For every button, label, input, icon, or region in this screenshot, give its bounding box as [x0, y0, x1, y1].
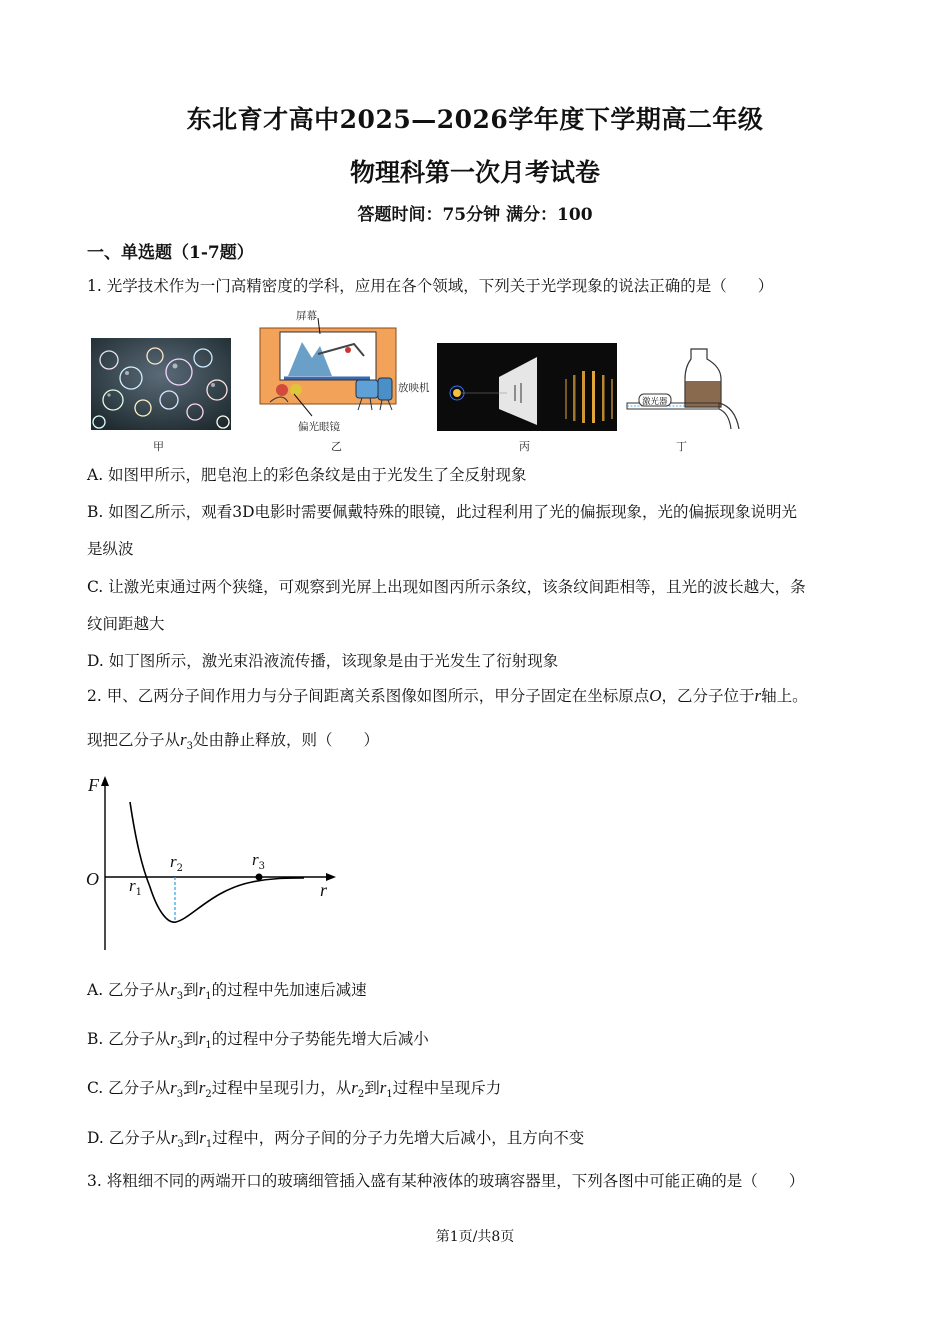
q1-option-b-line2: 是纵波 — [87, 540, 134, 558]
caption-yi: 乙 — [331, 440, 342, 453]
axis-label-r: r — [320, 880, 328, 900]
axis-label-f: F — [88, 775, 99, 795]
q1-option-a: A. 如图甲所示，肥皂泡上的彩色条纹是由于光发生了全反射现象 — [87, 466, 527, 484]
exam-meta: 答题时间：75分钟 满分：100 — [357, 205, 593, 225]
label-screen: 屏幕 — [296, 310, 317, 322]
exam-title: 东北育才高中2025—2026学年度下学期高二年级 — [186, 105, 764, 134]
q2-stem-line1: 2. 甲、乙两分子间作用力与分子间距离关系图像如图所示，甲分子固定在坐标原点O，乙分子位于r轴上。 — [87, 686, 808, 705]
label-polarizer: 偏光眼镜 — [298, 421, 340, 433]
r1-label: $r_1$ — [129, 876, 142, 899]
force-curve — [130, 802, 304, 922]
symbol-o: O — [649, 686, 662, 705]
r2-label: $r_2$ — [170, 852, 183, 875]
3d-cinema-image — [258, 306, 438, 434]
q1-stem: 1. 光学技术作为一门高精密度的学科，应用在各个领域，下列关于光学现象的说法正确的是（ ） — [87, 277, 774, 295]
section-title: 一、单选题（1-7题） — [87, 243, 254, 263]
r3-label: $r_3$ — [252, 850, 265, 873]
q1-option-c-line1: C. 让激光束通过两个狭缝，可观察到光屏上出现如图丙所示条纹，该条纹间距相等，且光的波长越大，条 — [87, 578, 806, 596]
double-slit-image — [437, 343, 617, 431]
caption-jia: 甲 — [153, 440, 164, 453]
q2-option-b: B. 乙分子从$r_3$到$r_1$的过程中分子势能先增大后减小 — [87, 1029, 429, 1052]
laser-liquid-stream-image — [625, 345, 743, 433]
q1-option-d: D. 如丁图所示，激光束沿液流传播，该现象是由于光发生了衍射现象 — [87, 652, 559, 670]
q1-option-c-line2: 纹间距越大 — [87, 615, 165, 633]
q1-option-b-line1: B. 如图乙所示，观看3D电影时需要佩戴特殊的眼镜，此过程利用了光的偏振现象，光的偏振现象说明光 — [87, 503, 798, 521]
r3-point — [256, 874, 263, 881]
caption-ding: 丁 — [676, 440, 687, 453]
page-number: 第1页/共8页 — [435, 1229, 515, 1245]
label-projector: 放映机 — [398, 382, 430, 394]
symbol-r: r — [754, 686, 762, 705]
caption-bing: 丙 — [519, 440, 530, 453]
soap-bubbles-image — [91, 338, 231, 430]
exam-subtitle: 物理科第一次月考试卷 — [349, 158, 600, 187]
origin-label: O — [86, 869, 99, 889]
q2-stem-line2: 现把乙分子从$r_3$处由静止释放，则（ ） — [87, 730, 380, 753]
q2-option-a: A. 乙分子从$r_3$到$r_1$的过程中先加速后减速 — [87, 980, 367, 1003]
q3-stem: 3. 将粗细不同的两端开口的玻璃细管插入盛有某种液体的玻璃容器里，下列各图中可能正确的是（ ） — [87, 1172, 805, 1190]
force-distance-graph — [82, 772, 342, 957]
q2-option-d: D. 乙分子从$r_3$到$r_1$过程中，两分子间的分子力先增大后减小，且方向不变 — [87, 1128, 585, 1151]
q2-option-c: C. 乙分子从$r_3$到$r_2$过程中呈现引力，从$r_2$到$r_1$过程中呈现斥力 — [87, 1078, 502, 1101]
label-laser: 激光器 — [642, 397, 668, 407]
